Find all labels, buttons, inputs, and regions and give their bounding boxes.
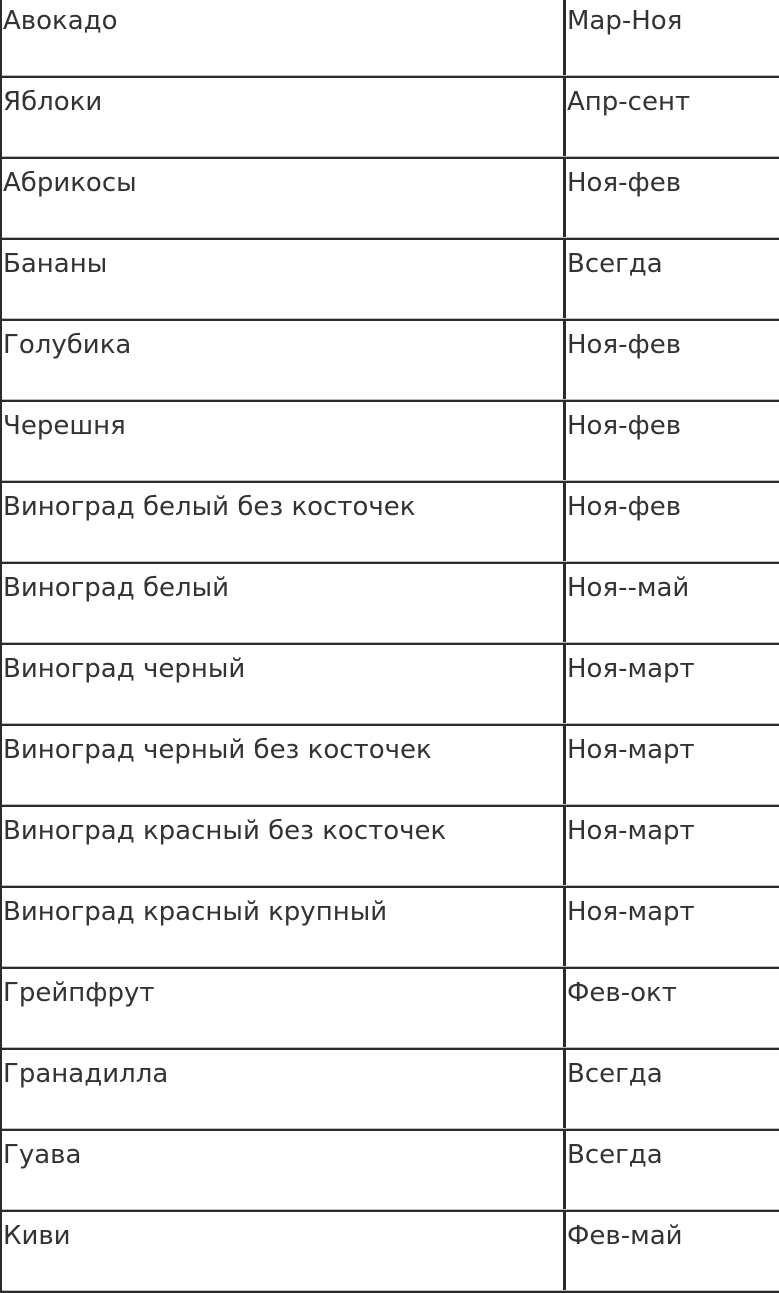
fruit-name-cell: Гуава bbox=[2, 1131, 566, 1209]
table-row bbox=[2, 645, 779, 726]
table-row bbox=[2, 888, 779, 969]
season-cell: Всегда bbox=[567, 1140, 663, 1170]
table-row bbox=[2, 564, 779, 645]
fruit-name-cell: Виноград белый без косточек bbox=[2, 483, 566, 561]
fruit-name-cell: Голубика bbox=[2, 321, 566, 399]
season-cell: Ноя-фев bbox=[567, 168, 682, 198]
season-cell: Ноя-март bbox=[567, 735, 695, 765]
fruit-name-cell: Гранадилла bbox=[2, 1050, 566, 1128]
fruit-name-cell: Яблоки bbox=[2, 78, 566, 156]
season-cell: Апр-сент bbox=[567, 87, 691, 117]
season-cell: Ноя--май bbox=[567, 573, 690, 603]
table-row bbox=[2, 159, 779, 240]
table-row bbox=[2, 321, 779, 402]
table-row bbox=[2, 402, 779, 483]
season-cell: Ноя-март bbox=[567, 654, 695, 684]
table-row bbox=[2, 240, 779, 321]
fruit-name-cell: Авокадо bbox=[2, 0, 566, 75]
table-row bbox=[2, 1212, 779, 1293]
table-row bbox=[2, 1131, 779, 1212]
table-row bbox=[2, 1050, 779, 1131]
season-cell: Ноя-март bbox=[567, 897, 695, 927]
fruit-name-cell: Черешня bbox=[2, 402, 566, 480]
fruit-name-cell: Виноград белый bbox=[2, 564, 566, 642]
season-cell: Ноя-март bbox=[567, 816, 695, 846]
season-cell: Всегда bbox=[567, 1059, 663, 1089]
fruit-name-cell: Киви bbox=[2, 1212, 566, 1290]
table-row bbox=[2, 78, 779, 159]
fruit-name-cell: Виноград красный крупный bbox=[2, 888, 566, 966]
table-row bbox=[2, 0, 779, 78]
fruit-name-cell: Виноград красный без косточек bbox=[2, 807, 566, 885]
table-row bbox=[2, 726, 779, 807]
fruit-name-cell: Бананы bbox=[2, 240, 566, 318]
season-cell: Ноя-фев bbox=[567, 492, 682, 522]
season-cell: Ноя-фев bbox=[567, 330, 682, 360]
fruit-name-cell: Абрикосы bbox=[2, 159, 566, 237]
table-row bbox=[2, 483, 779, 564]
table-row bbox=[2, 807, 779, 888]
season-cell: Всегда bbox=[567, 249, 663, 279]
season-cell: Ноя-фев bbox=[567, 411, 682, 441]
season-cell: Фев-май bbox=[567, 1221, 683, 1251]
season-cell: Мар-Ноя bbox=[567, 6, 683, 36]
fruit-name-cell: Виноград черный bbox=[2, 645, 566, 723]
season-cell: Фев-окт bbox=[567, 978, 677, 1008]
fruit-name-cell: Грейпфрут bbox=[2, 969, 566, 1047]
table-row bbox=[2, 969, 779, 1050]
fruit-name-cell: Виноград черный без косточек bbox=[2, 726, 566, 804]
